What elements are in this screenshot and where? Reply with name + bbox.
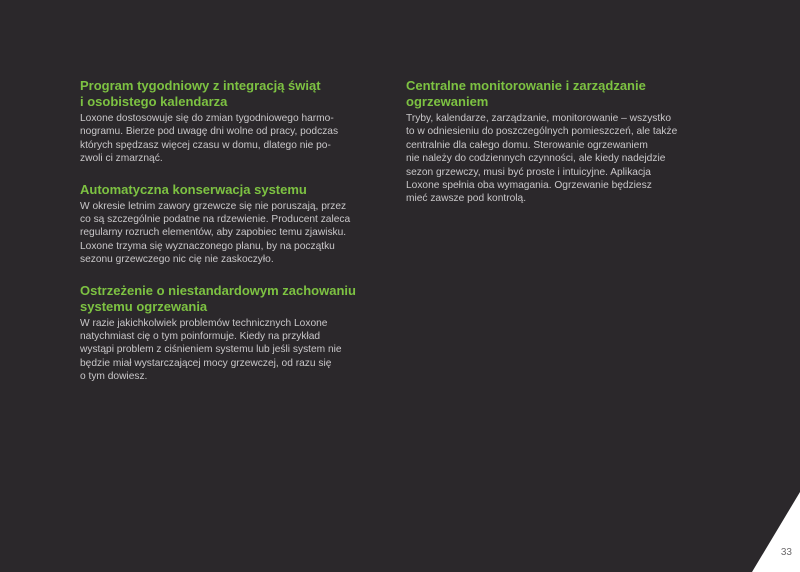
section-auto-maintenance [80,182,400,267]
section-body: W okresie letnim zawory grzewcze się nie poruszają, przez co są szczególnie podatne na rdzewienie. Producent zaleca regularny rozruch elementów, aby zapobiec temu zjawisku. Loxone trzyma się wyznaczonego planu, by na początku sezonu grzewczego nic cię nie zaskoczyło. [80,200,351,266]
section-heading: Ostrzeżenie o niestandardowym zachowaniu systemu ogrzewania [80,282,356,314]
page-number: 33 [780,547,792,558]
page-corner-decoration [752,492,800,572]
section-body: Loxone dostosowuje się do zmian tygodniowego harmo- nogramu. Bierze pod uwagę dni wolne od pracy, podczas których spędzasz więcej czasu w domu, dlatego nie po- zwoli ci zmarznąć. [80,113,339,165]
section-body: Tryby, kalendarze, zarządzanie, monitorowanie – wszystko to w odniesieniu do poszczególnych pomieszczeń, ale także centralnie dla całego domu. Sterowanie ogrzewaniem nie należy do codziennych czynności, ale kiedy nadejdzie sezon grzewczy, musi być proste i intuicyjne. Aplikacja Loxone spełnia oba wymagania. Ogrzewanie będziesz mieć zawsze pod kontrolą. [406,113,678,205]
left-column [80,78,400,400]
section-heading: Program tygodniowy z integracją świąt i osobistego kalendarza [80,78,321,109]
section-body: W razie jakichkolwiek problemów technicznych Loxone natychmiast cię o tym poinformuje. Kiedy na przykład wystąpi problem z ciśnieniem systemu lub jeśli system nie będzie miał wystarczającej mocy grzewczej, od razu się o tym dowiesz. [80,317,342,383]
section-heading: Automatyczna konserwacja systemu [80,181,307,197]
section-heading: Centralne monitorowanie i zarządzanie ogrzewaniem [406,78,646,109]
right-column [406,78,732,222]
section-weekly-program [80,78,400,166]
section-central-monitoring [406,78,732,206]
section-warning [80,283,400,384]
